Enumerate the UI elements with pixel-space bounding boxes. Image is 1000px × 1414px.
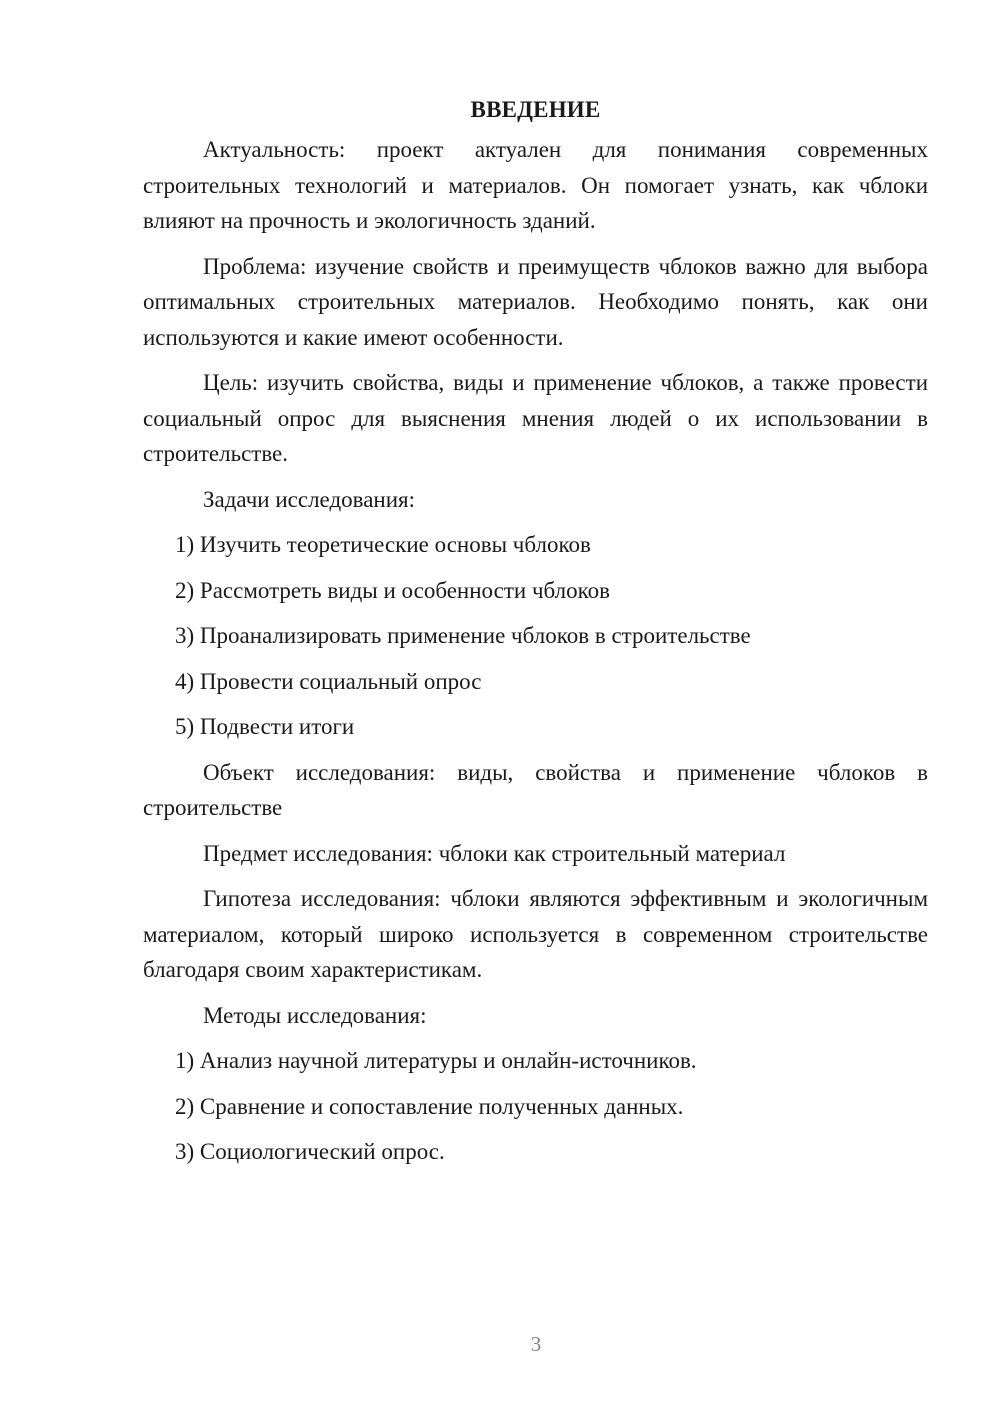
task-item: 4) Провести социальный опрос bbox=[175, 668, 482, 694]
method-item: 2) Сравнение и сопоставление полученных данных. bbox=[175, 1093, 684, 1119]
page-number: 3 bbox=[530, 1332, 542, 1356]
method-item: 3) Социологический опрос. bbox=[175, 1139, 445, 1164]
problem-paragraph: Проблема: изучение свойств и преимуществ чблоков важно для выбора оптимальных строительных материалов. Необходимо понять, как они используются и какие имеют особенности. bbox=[143, 253, 928, 350]
tasks-heading: Задачи исследования: bbox=[203, 486, 416, 512]
task-item: 1) Изучить теоретические основы чблоков bbox=[175, 532, 591, 557]
task-item: 5) Подвести итоги bbox=[175, 714, 355, 739]
task-item: 2) Рассмотреть виды и особенности чблоков bbox=[175, 577, 610, 603]
method-item: 1) Анализ научной литературы и онлайн-источников. bbox=[175, 1048, 697, 1073]
document-page bbox=[143, 92, 928, 1180]
relevance-paragraph: Актуальность: проект актуален для понимания современных строительных технологий и материалов. Он помогает узнать, как чблоки влияют на прочность и экологичность зданий. bbox=[143, 137, 928, 233]
subject-paragraph: Предмет исследования: чблоки как строительный материал bbox=[203, 840, 786, 866]
section-title: ВВЕДЕНИЕ bbox=[470, 97, 601, 122]
goal-paragraph: Цель: изучить свойства, виды и применение чблоков, а также провести социальный опрос для выяснения мнения людей о их использовании в строительстве. bbox=[143, 370, 928, 466]
task-item: 3) Проанализировать применение чблоков в строительстве bbox=[175, 623, 751, 648]
hypothesis-paragraph: Гипотеза исследования: чблоки являются эффективным и экологичным материалом, который широко используется в современном строительстве благодаря своим характеристикам. bbox=[143, 886, 928, 982]
methods-heading: Методы исследования: bbox=[203, 1002, 427, 1028]
object-paragraph: Объект исследования: виды, свойства и применение чблоков в строительстве bbox=[143, 759, 928, 820]
